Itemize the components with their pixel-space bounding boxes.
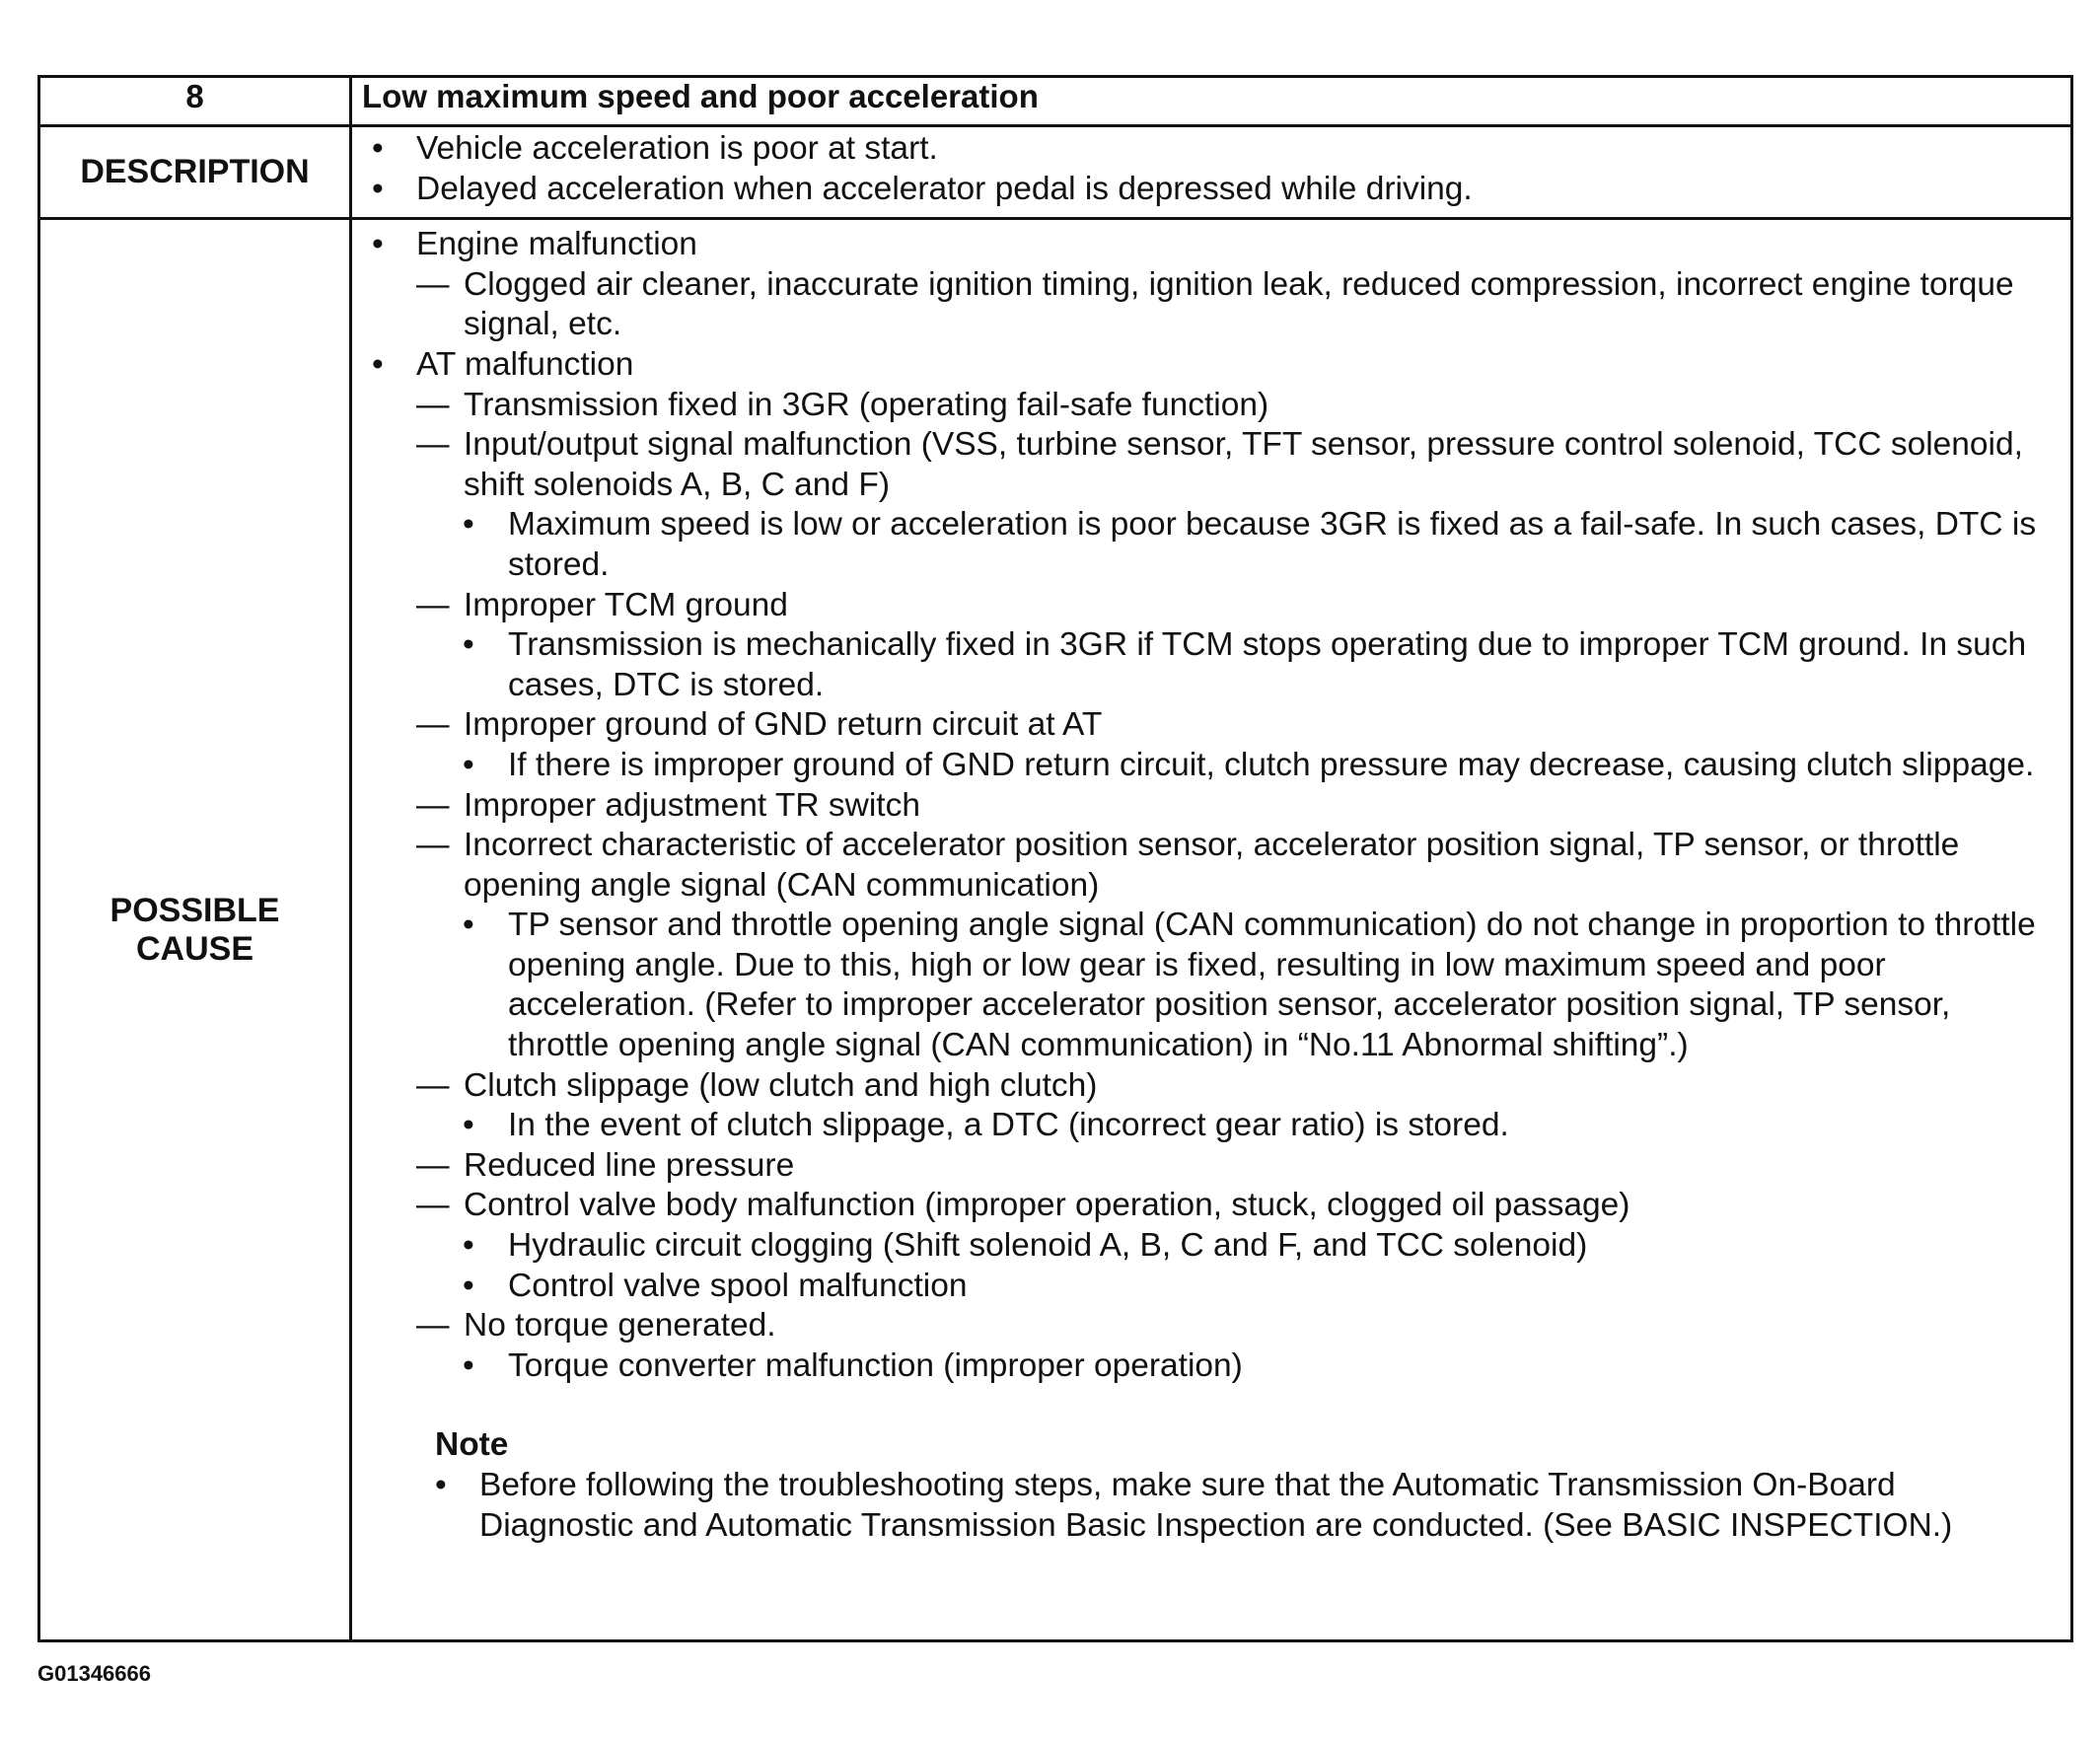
possible-cause-row xyxy=(39,219,2072,1641)
description-label: DESCRIPTION xyxy=(39,126,351,219)
description-row xyxy=(39,126,2072,219)
troubleshooting-table xyxy=(37,75,2073,1642)
cause-subitem: • In the event of clutch slippage, a DTC (incorrect gear ratio) is stored. xyxy=(372,1106,2057,1146)
cause-subitem: • TP sensor and throttle opening angle signal (CAN communication) do not change in proportion to throttle opening angle. Due to this, high or low gear is fixed, resulting in low maximum speed and poor acceleration. (Refer to improper accelerator position sensor, accelerator position signal, TP sensor, throttle opening angle signal (CAN communication) in “No.11 Abnormal shifting”.) xyxy=(372,906,2057,1065)
cause-item: — Reduced line pressure xyxy=(372,1146,2057,1187)
figure-id: G01346666 xyxy=(37,1661,151,1686)
possible-cause-label-line2: CAUSE xyxy=(135,929,254,968)
cause-subitem: • Transmission is mechanically fixed in 3GR if TCM stops operating due to improper TCM ground. In such cases, DTC is stored. xyxy=(372,625,2057,705)
cause-heading-engine: • Engine malfunction xyxy=(372,225,2057,265)
description-item: • Delayed acceleration when accelerator pedal is depressed while driving. xyxy=(372,170,2057,210)
description-content xyxy=(351,126,2072,219)
symptom-number: 8 xyxy=(39,77,351,126)
cause-item: — Clutch slippage (low clutch and high clutch) xyxy=(372,1066,2057,1107)
cause-item: — Input/output signal malfunction (VSS, turbine sensor, TFT sensor, pressure control solenoid, TCC solenoid, shift solenoids A, B, C and F) xyxy=(372,425,2057,505)
cause-subitem: • Hydraulic circuit clogging (Shift solenoid A, B, C and F, and TCC solenoid) xyxy=(372,1226,2057,1267)
header-row xyxy=(39,77,2072,126)
cause-subitem: • If there is improper ground of GND return circuit, clutch pressure may decrease, causing clutch slippage. xyxy=(372,746,2057,786)
cause-item: — Incorrect characteristic of accelerator position sensor, accelerator position signal, TP sensor, or throttle opening angle signal (CAN communication) xyxy=(372,826,2057,906)
cause-subitem: • Maximum speed is low or acceleration is poor because 3GR is fixed as a fail-safe. In such cases, DTC is stored. xyxy=(372,505,2057,585)
possible-cause-label-line1: POSSIBLE xyxy=(109,891,280,929)
cause-item: — Improper TCM ground xyxy=(372,586,2057,626)
symptom-title: Low maximum speed and poor acceleration xyxy=(351,77,2072,126)
possible-cause-label xyxy=(39,219,351,1641)
cause-heading-at: • AT malfunction xyxy=(372,345,2057,386)
cause-item: — Improper adjustment TR switch xyxy=(372,786,2057,827)
note-item: • Before following the troubleshooting steps, make sure that the Automatic Transmission On-Board Diagnostic and Automatic Transmission Basic Inspection are conducted. (See BASIC INSPECTION.) xyxy=(372,1466,2057,1546)
cause-subitem: • Torque converter malfunction (improper operation) xyxy=(372,1346,2057,1387)
cause-item: — Control valve body malfunction (improper operation, stuck, clogged oil passage) xyxy=(372,1186,2057,1226)
cause-subitem: • Control valve spool malfunction xyxy=(372,1267,2057,1307)
possible-cause-content xyxy=(351,219,2072,1641)
cause-detail: — Clogged air cleaner, inaccurate ignition timing, ignition leak, reduced compression, incorrect engine torque signal, etc. xyxy=(372,265,2057,345)
description-item: • Vehicle acceleration is poor at start. xyxy=(372,129,2057,170)
note-title: Note xyxy=(435,1426,509,1464)
cause-item: — No torque generated. xyxy=(372,1306,2057,1346)
cause-item: — Improper ground of GND return circuit at AT xyxy=(372,705,2057,746)
cause-item: — Transmission fixed in 3GR (operating fail-safe function) xyxy=(372,386,2057,426)
